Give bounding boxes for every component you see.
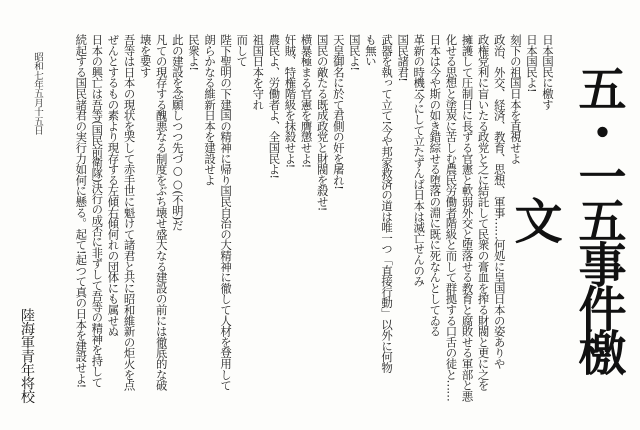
manifesto-line: 国民諸君! bbox=[396, 34, 411, 82]
manifesto-line: 此の建設を念願しつつ先づ○○(不明)だ bbox=[170, 34, 185, 231]
signature-line: 陸海軍青年将校 bbox=[19, 308, 35, 404]
manifesto-line: も無い bbox=[363, 34, 378, 67]
manifesto-line: 奸賊、特権階級を抹殺せよ! bbox=[283, 34, 298, 168]
signature-block bbox=[2, 308, 34, 424]
manifesto-line: 化せる思想と塗炭に苦しむ農民労働者階級と而して群拠する口舌の徒と…… bbox=[444, 34, 459, 402]
manifesto-line: 壊を要す bbox=[138, 34, 153, 78]
manifesto-body bbox=[62, 34, 556, 414]
manifesto-line: 日本国民に檄す bbox=[541, 34, 555, 110]
manifesto-line: 日本は今や斯の如き錯綜せる堕落の淵に既に死なんとしてゐる bbox=[428, 34, 443, 337]
manifesto-line: 革新の時機!今にして立たずんば日本は滅亡せんのみ bbox=[412, 34, 427, 287]
manifesto-line: 而して bbox=[235, 34, 250, 67]
manifesto-line: 日本国民よ! bbox=[524, 34, 539, 92]
document-title: 五・一五事件檄文 bbox=[506, 64, 626, 372]
manifesto-line: 擁護して圧制日に長ずる官憲と軟弱外交と堕落せる教育と腐敗せる軍部と悪 bbox=[460, 34, 475, 402]
manifesto-line: ぜんとするもの素より現存する左傾右傾何れの団体にも属せぬ bbox=[106, 34, 121, 337]
manifesto-line: 武器を執って立て!今や邦家救済の道は唯一つ「直接行動」以外に何物 bbox=[380, 34, 395, 373]
manifesto-line: 天皇御名に於て君側の奸を屠れ! bbox=[331, 34, 346, 190]
manifesto-line: 刻下の祖国日本を直視せよ bbox=[508, 34, 523, 164]
manifesto-line: 祖国日本を守れ bbox=[251, 34, 266, 110]
manifesto-line: 政治、外交、経済、教育、思想、軍事……何処に皇国日本の姿ありや bbox=[492, 34, 507, 369]
manifesto-line: 続起する国民諸君の実行力如何に懸る。起て!起つて真の日本を建設せよ! bbox=[74, 34, 89, 388]
manifesto-line: 民衆よ! bbox=[186, 34, 201, 71]
manifesto-line: 陛下聖明の下建国の精神に帰り国民自治の大精神に徹して人材を登用して bbox=[219, 34, 234, 391]
manifesto-line: 農民よ、労働者よ、全国民よ! bbox=[267, 34, 282, 179]
document-date: 昭和七年五月十五日 bbox=[32, 52, 43, 135]
manifesto-line: 政権党利に盲いたる政党と之に結託して民衆の膏血を搾る財閥と更に之を bbox=[476, 34, 491, 391]
manifesto-line: 日本の興亡は吾等(国民前衛隊)決行の成否に非ずして吾等の精神を持して bbox=[90, 34, 105, 388]
manifesto-line: 朗らかなる維新日本を建設せよ bbox=[203, 34, 218, 186]
manifesto-line: 横暴極まる官憲を膺懲せよ! bbox=[299, 34, 314, 168]
manifesto-line: 国民よ! bbox=[347, 34, 362, 71]
manifesto-line: 吾等は日本の現状を哭して赤手世に魁けて諸君と共に昭和維新の炬火を点 bbox=[122, 34, 137, 391]
manifesto-line: 凡ての現存する醜悪なる制度をぶち壊せ盛大なる建設の前には徹底的な破 bbox=[154, 34, 169, 391]
manifesto-line: 国民の敵たる既成政党と財閥を殺せ! bbox=[315, 34, 330, 211]
